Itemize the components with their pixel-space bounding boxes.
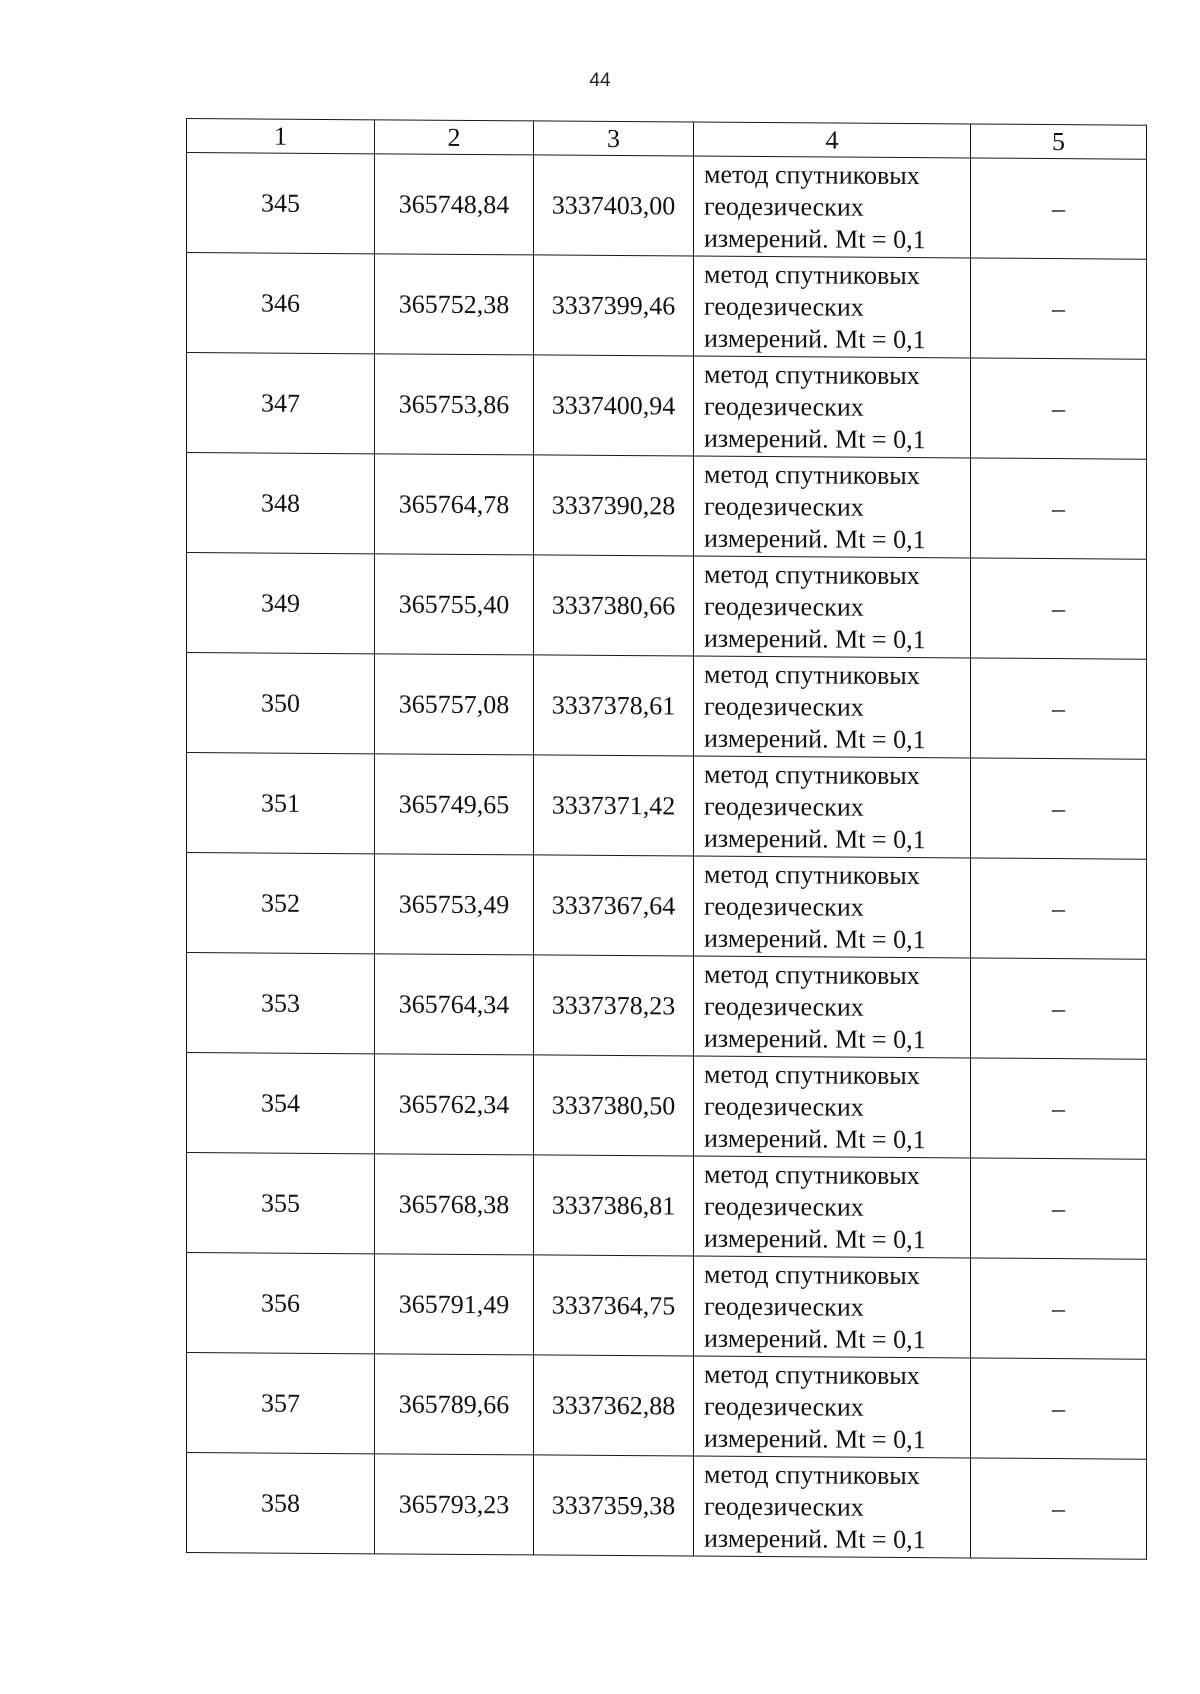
method-cell	[694, 956, 971, 1058]
point-number-cell: 346	[187, 253, 375, 354]
y-coordinate-cell: 3337380,66	[534, 555, 694, 656]
method-line-3: измерений. Mt = 0,1	[704, 623, 926, 654]
point-number-cell: 345	[187, 153, 375, 254]
y-coordinate-cell: 3337380,50	[534, 1055, 694, 1156]
table-row	[187, 753, 1147, 860]
note-cell: –	[971, 1458, 1147, 1559]
x-coordinate-cell: 365753,86	[375, 354, 534, 455]
note-cell: –	[971, 358, 1147, 459]
method-cell	[694, 656, 971, 758]
y-coordinate-cell: 3337359,38	[534, 1455, 694, 1556]
method-line-2: геодезических	[704, 1491, 864, 1522]
x-coordinate-cell: 365752,38	[375, 254, 534, 355]
x-coordinate-cell: 365793,23	[375, 1454, 534, 1555]
note-cell: –	[971, 1158, 1147, 1259]
y-coordinate-cell: 3337400,94	[534, 355, 694, 456]
note-cell: –	[971, 1058, 1147, 1159]
x-coordinate-cell: 365764,78	[375, 454, 534, 555]
method-cell	[694, 1056, 971, 1158]
table-row	[187, 1153, 1147, 1260]
method-line-1: метод спутниковых	[704, 1359, 920, 1390]
table-row	[187, 653, 1147, 760]
method-line-2: геодезических	[704, 791, 864, 822]
y-coordinate-cell: 3337367,64	[534, 855, 694, 956]
method-line-3: измерений. Mt = 0,1	[704, 223, 926, 254]
table-row	[187, 153, 1147, 260]
method-line-2: геодезических	[704, 1291, 864, 1322]
method-line-3: измерений. Mt = 0,1	[704, 323, 926, 354]
note-cell: –	[971, 258, 1147, 359]
note-cell: –	[971, 958, 1147, 1059]
method-line-1: метод спутниковых	[704, 659, 920, 690]
method-line-2: геодезических	[704, 191, 864, 222]
note-cell: –	[971, 158, 1147, 259]
y-coordinate-cell: 3337399,46	[534, 255, 694, 356]
method-line-2: геодезических	[704, 591, 864, 622]
note-cell: –	[971, 458, 1147, 559]
method-line-3: измерений. Mt = 0,1	[704, 1223, 926, 1254]
note-cell: –	[971, 858, 1147, 959]
method-line-3: измерений. Mt = 0,1	[704, 1023, 926, 1054]
method-line-1: метод спутниковых	[704, 859, 920, 890]
method-cell	[694, 556, 971, 658]
point-number-cell: 352	[187, 853, 375, 954]
x-coordinate-cell: 365768,38	[375, 1154, 534, 1255]
x-coordinate-cell: 365764,34	[375, 954, 534, 1055]
method-line-1: метод спутниковых	[704, 1059, 920, 1090]
method-cell	[694, 856, 971, 958]
point-number-cell: 348	[187, 453, 375, 554]
point-number-cell: 357	[187, 1353, 375, 1454]
note-cell: –	[971, 558, 1147, 659]
table-row	[187, 553, 1147, 660]
column-header-4: 4	[694, 122, 971, 158]
method-cell	[694, 756, 971, 858]
x-coordinate-cell: 365757,08	[375, 654, 534, 755]
method-cell	[694, 156, 971, 258]
method-line-3: измерений. Mt = 0,1	[704, 1323, 926, 1354]
point-number-cell: 354	[187, 1053, 375, 1154]
method-line-1: метод спутниковых	[704, 1159, 920, 1190]
method-line-2: геодезических	[704, 1191, 864, 1222]
x-coordinate-cell: 365755,40	[375, 554, 534, 655]
method-line-3: измерений. Mt = 0,1	[704, 923, 926, 954]
x-coordinate-cell: 365749,65	[375, 754, 534, 855]
y-coordinate-cell: 3337364,75	[534, 1255, 694, 1356]
method-line-3: измерений. Mt = 0,1	[704, 1523, 926, 1554]
point-number-cell: 351	[187, 753, 375, 854]
y-coordinate-cell: 3337378,61	[534, 655, 694, 756]
point-number-cell: 349	[187, 553, 375, 654]
point-number-cell: 347	[187, 353, 375, 454]
column-header-5: 5	[971, 124, 1147, 159]
point-number-cell: 356	[187, 1253, 375, 1354]
table-body	[187, 153, 1147, 1560]
method-line-1: метод спутниковых	[704, 559, 920, 590]
method-cell	[694, 1356, 971, 1458]
page-number: 44	[589, 70, 611, 91]
method-line-3: измерений. Mt = 0,1	[704, 523, 926, 554]
x-coordinate-cell: 365791,49	[375, 1254, 534, 1355]
table-row	[187, 853, 1147, 960]
point-number-cell: 350	[187, 653, 375, 754]
method-cell	[694, 356, 971, 458]
method-line-2: геодезических	[704, 991, 864, 1022]
point-number-cell: 353	[187, 953, 375, 1054]
method-line-2: геодезических	[704, 1091, 864, 1122]
method-line-1: метод спутниковых	[704, 959, 920, 990]
y-coordinate-cell: 3337371,42	[534, 755, 694, 856]
table-row	[187, 353, 1147, 460]
x-coordinate-cell: 365762,34	[375, 1054, 534, 1155]
x-coordinate-cell: 365789,66	[375, 1354, 534, 1455]
coordinates-table	[186, 118, 1147, 1560]
method-line-1: метод спутниковых	[704, 1259, 920, 1290]
method-line-3: измерений. Mt = 0,1	[704, 823, 926, 854]
point-number-cell: 355	[187, 1153, 375, 1254]
point-number-cell: 358	[187, 1453, 375, 1554]
method-line-3: измерений. Mt = 0,1	[704, 1423, 926, 1454]
method-line-3: измерений. Mt = 0,1	[704, 423, 926, 454]
method-line-1: метод спутниковых	[704, 359, 920, 390]
method-line-1: метод спутниковых	[704, 759, 920, 790]
method-line-2: геодезических	[704, 891, 864, 922]
y-coordinate-cell: 3337403,00	[534, 155, 694, 256]
y-coordinate-cell: 3337386,81	[534, 1155, 694, 1256]
method-line-2: геодезических	[704, 691, 864, 722]
table-row	[187, 253, 1147, 360]
method-line-1: метод спутниковых	[704, 259, 920, 290]
note-cell: –	[971, 658, 1147, 759]
table-row	[187, 1253, 1147, 1360]
x-coordinate-cell: 365753,49	[375, 854, 534, 955]
method-line-2: геодезических	[704, 291, 864, 322]
method-line-1: метод спутниковых	[704, 459, 920, 490]
method-line-2: геодезических	[704, 1391, 864, 1422]
method-line-2: геодезических	[704, 491, 864, 522]
table-row	[187, 453, 1147, 560]
method-cell	[694, 1156, 971, 1258]
note-cell: –	[971, 1358, 1147, 1459]
column-header-1: 1	[187, 119, 375, 154]
method-cell	[694, 1456, 971, 1558]
method-cell	[694, 1256, 971, 1358]
method-cell	[694, 456, 971, 558]
method-line-2: геодезических	[704, 391, 864, 422]
x-coordinate-cell: 365748,84	[375, 154, 534, 255]
method-cell	[694, 256, 971, 358]
table-row	[187, 1453, 1147, 1560]
y-coordinate-cell: 3337362,88	[534, 1355, 694, 1456]
method-line-3: измерений. Mt = 0,1	[704, 1123, 926, 1154]
y-coordinate-cell: 3337390,28	[534, 455, 694, 556]
column-header-3: 3	[534, 121, 694, 156]
note-cell: –	[971, 1258, 1147, 1359]
column-header-2: 2	[375, 120, 534, 155]
table-row	[187, 1353, 1147, 1460]
method-line-1: метод спутниковых	[704, 159, 920, 190]
y-coordinate-cell: 3337378,23	[534, 955, 694, 1056]
note-cell: –	[971, 758, 1147, 859]
method-line-3: измерений. Mt = 0,1	[704, 723, 926, 754]
method-line-1: метод спутниковых	[704, 1459, 920, 1490]
table-row	[187, 1053, 1147, 1160]
table-row	[187, 953, 1147, 1060]
